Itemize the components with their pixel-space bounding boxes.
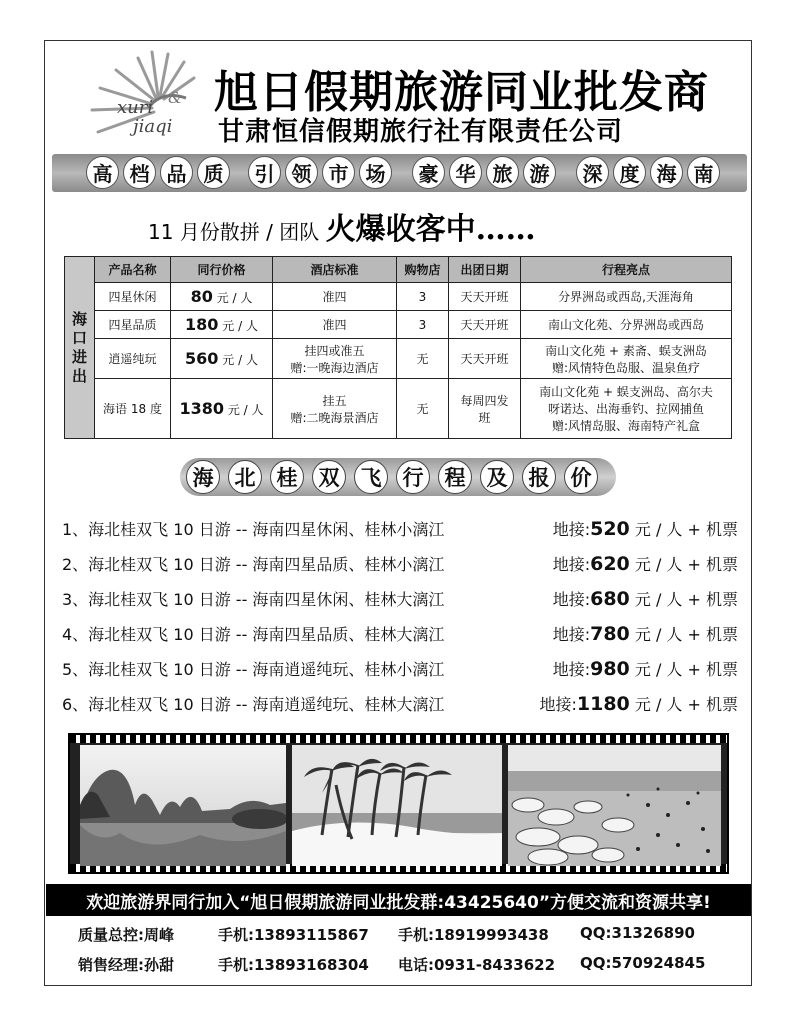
cell-shops: 无 [397, 339, 449, 379]
section-title-char: 行 [396, 460, 430, 494]
route-text: 2、海北桂双飞 10 日游 -- 海南四星品质、桂林小漓江 [62, 555, 445, 574]
section-title-char: 价 [564, 460, 598, 494]
headline-prefix: 11 月份散拼 / 团队 [148, 220, 320, 244]
slogan-2 [248, 156, 392, 190]
route-price-suffix: 元 / 人 + 机票 [629, 695, 738, 714]
route-text: 5、海北桂双飞 10 日游 -- 海南逍遥纯玩、桂林小漓江 [62, 660, 445, 679]
slogan-char: 度 [613, 156, 646, 189]
route-price [553, 657, 738, 680]
slogan-char: 游 [523, 156, 556, 189]
film-holes-top [70, 735, 727, 743]
cell-name: 四星休闲 [95, 283, 171, 311]
price-unit: 元 / 人 [227, 403, 264, 417]
cell-price [171, 379, 273, 439]
route-text: 3、海北桂双飞 10 日游 -- 海南四星休闲、桂林大漓江 [62, 590, 445, 609]
col-header: 行程亮点 [521, 257, 732, 283]
col-header: 酒店标准 [273, 257, 397, 283]
price-value: 560 [185, 349, 219, 368]
headline [148, 204, 536, 248]
section-title-char: 报 [522, 460, 556, 494]
contact-role: 销售经理:孙甜 [78, 956, 174, 974]
table-header-row [65, 257, 732, 283]
logo-text-xuri: xuri [117, 97, 154, 118]
route-price-suffix: 元 / 人 + 机票 [629, 555, 738, 574]
highlight-line: 南山文化苑 + 素斋、蜈支洲岛 [545, 343, 707, 358]
cell-hotel: 准四 [273, 283, 397, 311]
route-price-label: 地接: [552, 555, 591, 574]
cell-departure: 每周四发班 [449, 379, 521, 439]
route-item [62, 616, 738, 651]
cell-shops: 3 [397, 311, 449, 339]
route-list [62, 511, 738, 721]
section-title-char: 北 [228, 460, 262, 494]
route-price-label: 地接: [552, 590, 591, 609]
route-price [553, 587, 738, 610]
route-price-label: 地接: [552, 520, 591, 539]
contact-qq: QQ:31326890 [580, 924, 695, 942]
contact-phone: 电话:0931-8433622 [398, 956, 556, 974]
cell-price [171, 311, 273, 339]
section-title [186, 460, 598, 494]
slogan-char: 豪 [412, 156, 445, 189]
package-table [64, 256, 732, 439]
col-header: 产品名称 [95, 257, 171, 283]
cell-name: 四星品质 [95, 311, 171, 339]
price-value: 80 [190, 287, 213, 306]
route-price-value: 780 [590, 623, 630, 645]
hotel-line: 挂五 [322, 393, 347, 408]
cell-departure: 天天开班 [449, 311, 521, 339]
cell-shops: 无 [397, 379, 449, 439]
route-price-label: 地接: [552, 660, 591, 679]
route-price [553, 552, 738, 575]
cell-name: 海语 18 度 [95, 379, 171, 439]
route-text: 6、海北桂双飞 10 日游 -- 海南逍遥纯玩、桂林大漓江 [62, 695, 445, 714]
cell-departure: 天天开班 [449, 339, 521, 379]
cell-name: 逍遥纯玩 [95, 339, 171, 379]
headline-emphasis: 火爆收客中…… [325, 212, 536, 247]
highlight-line: 呀诺达、出海垂钓、拉网捕鱼 [547, 402, 704, 416]
slogan-char: 华 [449, 156, 482, 189]
price-unit: 元 / 人 [216, 291, 253, 305]
cell-shops: 3 [397, 283, 449, 311]
cell-price [171, 283, 273, 311]
highlight-line: 赠:风情特色岛服、温泉鱼疗 [551, 360, 701, 375]
route-text: 1、海北桂双飞 10 日游 -- 海南四星休闲、桂林小漓江 [62, 520, 445, 539]
route-price-suffix: 元 / 人 + 机票 [629, 625, 738, 644]
slogan-4 [576, 156, 720, 190]
slogan-char: 场 [359, 156, 392, 189]
slogan-char: 市 [322, 156, 355, 189]
section-title-char: 双 [312, 460, 346, 494]
route-item [62, 511, 738, 546]
slogan-char: 高 [86, 156, 119, 189]
route-price-label: 地接: [552, 625, 591, 644]
cell-departure: 天天开班 [449, 283, 521, 311]
route-price-value: 1180 [576, 693, 630, 715]
price-unit: 元 / 人 [222, 353, 258, 367]
slogan-char: 领 [285, 156, 318, 189]
region-label: 海口进出 [71, 309, 87, 385]
hotel-line: 赠:二晚海景酒店 [290, 410, 379, 425]
route-price-suffix: 元 / 人 + 机票 [629, 660, 738, 679]
slogan-char: 南 [687, 156, 720, 189]
route-price-suffix: 元 / 人 + 机票 [629, 590, 738, 609]
contact-qq: QQ:570924845 [580, 954, 706, 972]
slogan-char: 引 [248, 156, 281, 189]
hotel-line: 赠:一晚海边酒店 [290, 360, 379, 375]
route-item [62, 686, 738, 721]
route-price [553, 622, 738, 645]
contact-role: 质量总控:周峰 [78, 926, 174, 944]
contact-row [78, 924, 718, 954]
slogan-char: 档 [123, 156, 156, 189]
company-title: 旭日假期旅游同业批发商 [214, 67, 709, 118]
slogan-3 [412, 156, 556, 190]
contact-phone: 手机:13893168304 [218, 956, 369, 974]
section-title-char: 及 [480, 460, 514, 494]
col-header: 同行价格 [171, 257, 273, 283]
join-group-banner: 欢迎旅游界同行加入“旭日假期旅游同业批发群:43425640”方便交流和资源共享! [46, 884, 751, 916]
photo-crowded-beach [508, 745, 721, 866]
photo-guilin-karst [80, 745, 286, 866]
slogan-1 [86, 156, 230, 190]
contact-phone: 手机:18919993438 [398, 926, 549, 944]
highlight-line: 南山文化苑 + 蜈支洲岛、高尔夫 [539, 385, 713, 399]
cell-hotel [273, 339, 397, 379]
col-header: 出团日期 [449, 257, 521, 283]
price-value: 1380 [179, 399, 224, 418]
price-value: 180 [185, 315, 219, 334]
table-row [65, 379, 732, 439]
route-price-label: 地接: [539, 695, 577, 714]
table-row [65, 339, 732, 379]
table-row [65, 311, 732, 339]
company-subtitle: 甘肃恒信假期旅行社有限责任公司 [218, 117, 624, 147]
section-title-char: 程 [438, 460, 472, 494]
photo-palm-beach [292, 745, 502, 866]
route-item [62, 651, 738, 686]
logo-ampersand: & [168, 88, 183, 107]
cell-highlights [521, 339, 732, 379]
cell-highlights [521, 379, 732, 439]
route-price-value: 520 [590, 518, 630, 540]
col-header: 购物店 [397, 257, 449, 283]
table-row [65, 283, 732, 311]
route-price-value: 980 [590, 658, 630, 680]
route-price-value: 680 [590, 588, 630, 610]
slogan-char: 质 [197, 156, 230, 189]
section-title-char: 飞 [354, 460, 388, 494]
contact-row [78, 954, 718, 984]
hotel-line: 挂四或准五 [304, 343, 365, 358]
route-price-suffix: 元 / 人 + 机票 [629, 520, 738, 539]
section-title-char: 海 [186, 460, 220, 494]
slogan-char: 深 [576, 156, 609, 189]
cell-price [171, 339, 273, 379]
highlight-line: 赠:风情岛服、海南特产礼盒 [551, 419, 701, 433]
cell-hotel: 准四 [273, 311, 397, 339]
cell-highlights: 南山文化苑、分界洲岛或西岛 [521, 311, 732, 339]
route-price [553, 517, 738, 540]
slogan-char: 品 [160, 156, 193, 189]
contact-block [78, 924, 718, 984]
slogan-char: 旅 [486, 156, 519, 189]
region-cell [65, 257, 95, 439]
route-price-value: 620 [590, 553, 630, 575]
route-item [62, 581, 738, 616]
route-price [539, 692, 738, 715]
contact-phone: 手机:13893115867 [218, 926, 369, 944]
section-title-char: 桂 [270, 460, 304, 494]
photo-filmstrip [68, 733, 729, 874]
price-unit: 元 / 人 [222, 319, 258, 333]
route-text: 4、海北桂双飞 10 日游 -- 海南四星品质、桂林大漓江 [62, 625, 445, 644]
slogan-char: 海 [650, 156, 683, 189]
cell-hotel [273, 379, 397, 439]
logo-text-jiaqi: jiaqi [133, 116, 173, 137]
route-item [62, 546, 738, 581]
cell-highlights: 分界洲岛或西岛,天涯海角 [521, 283, 732, 311]
